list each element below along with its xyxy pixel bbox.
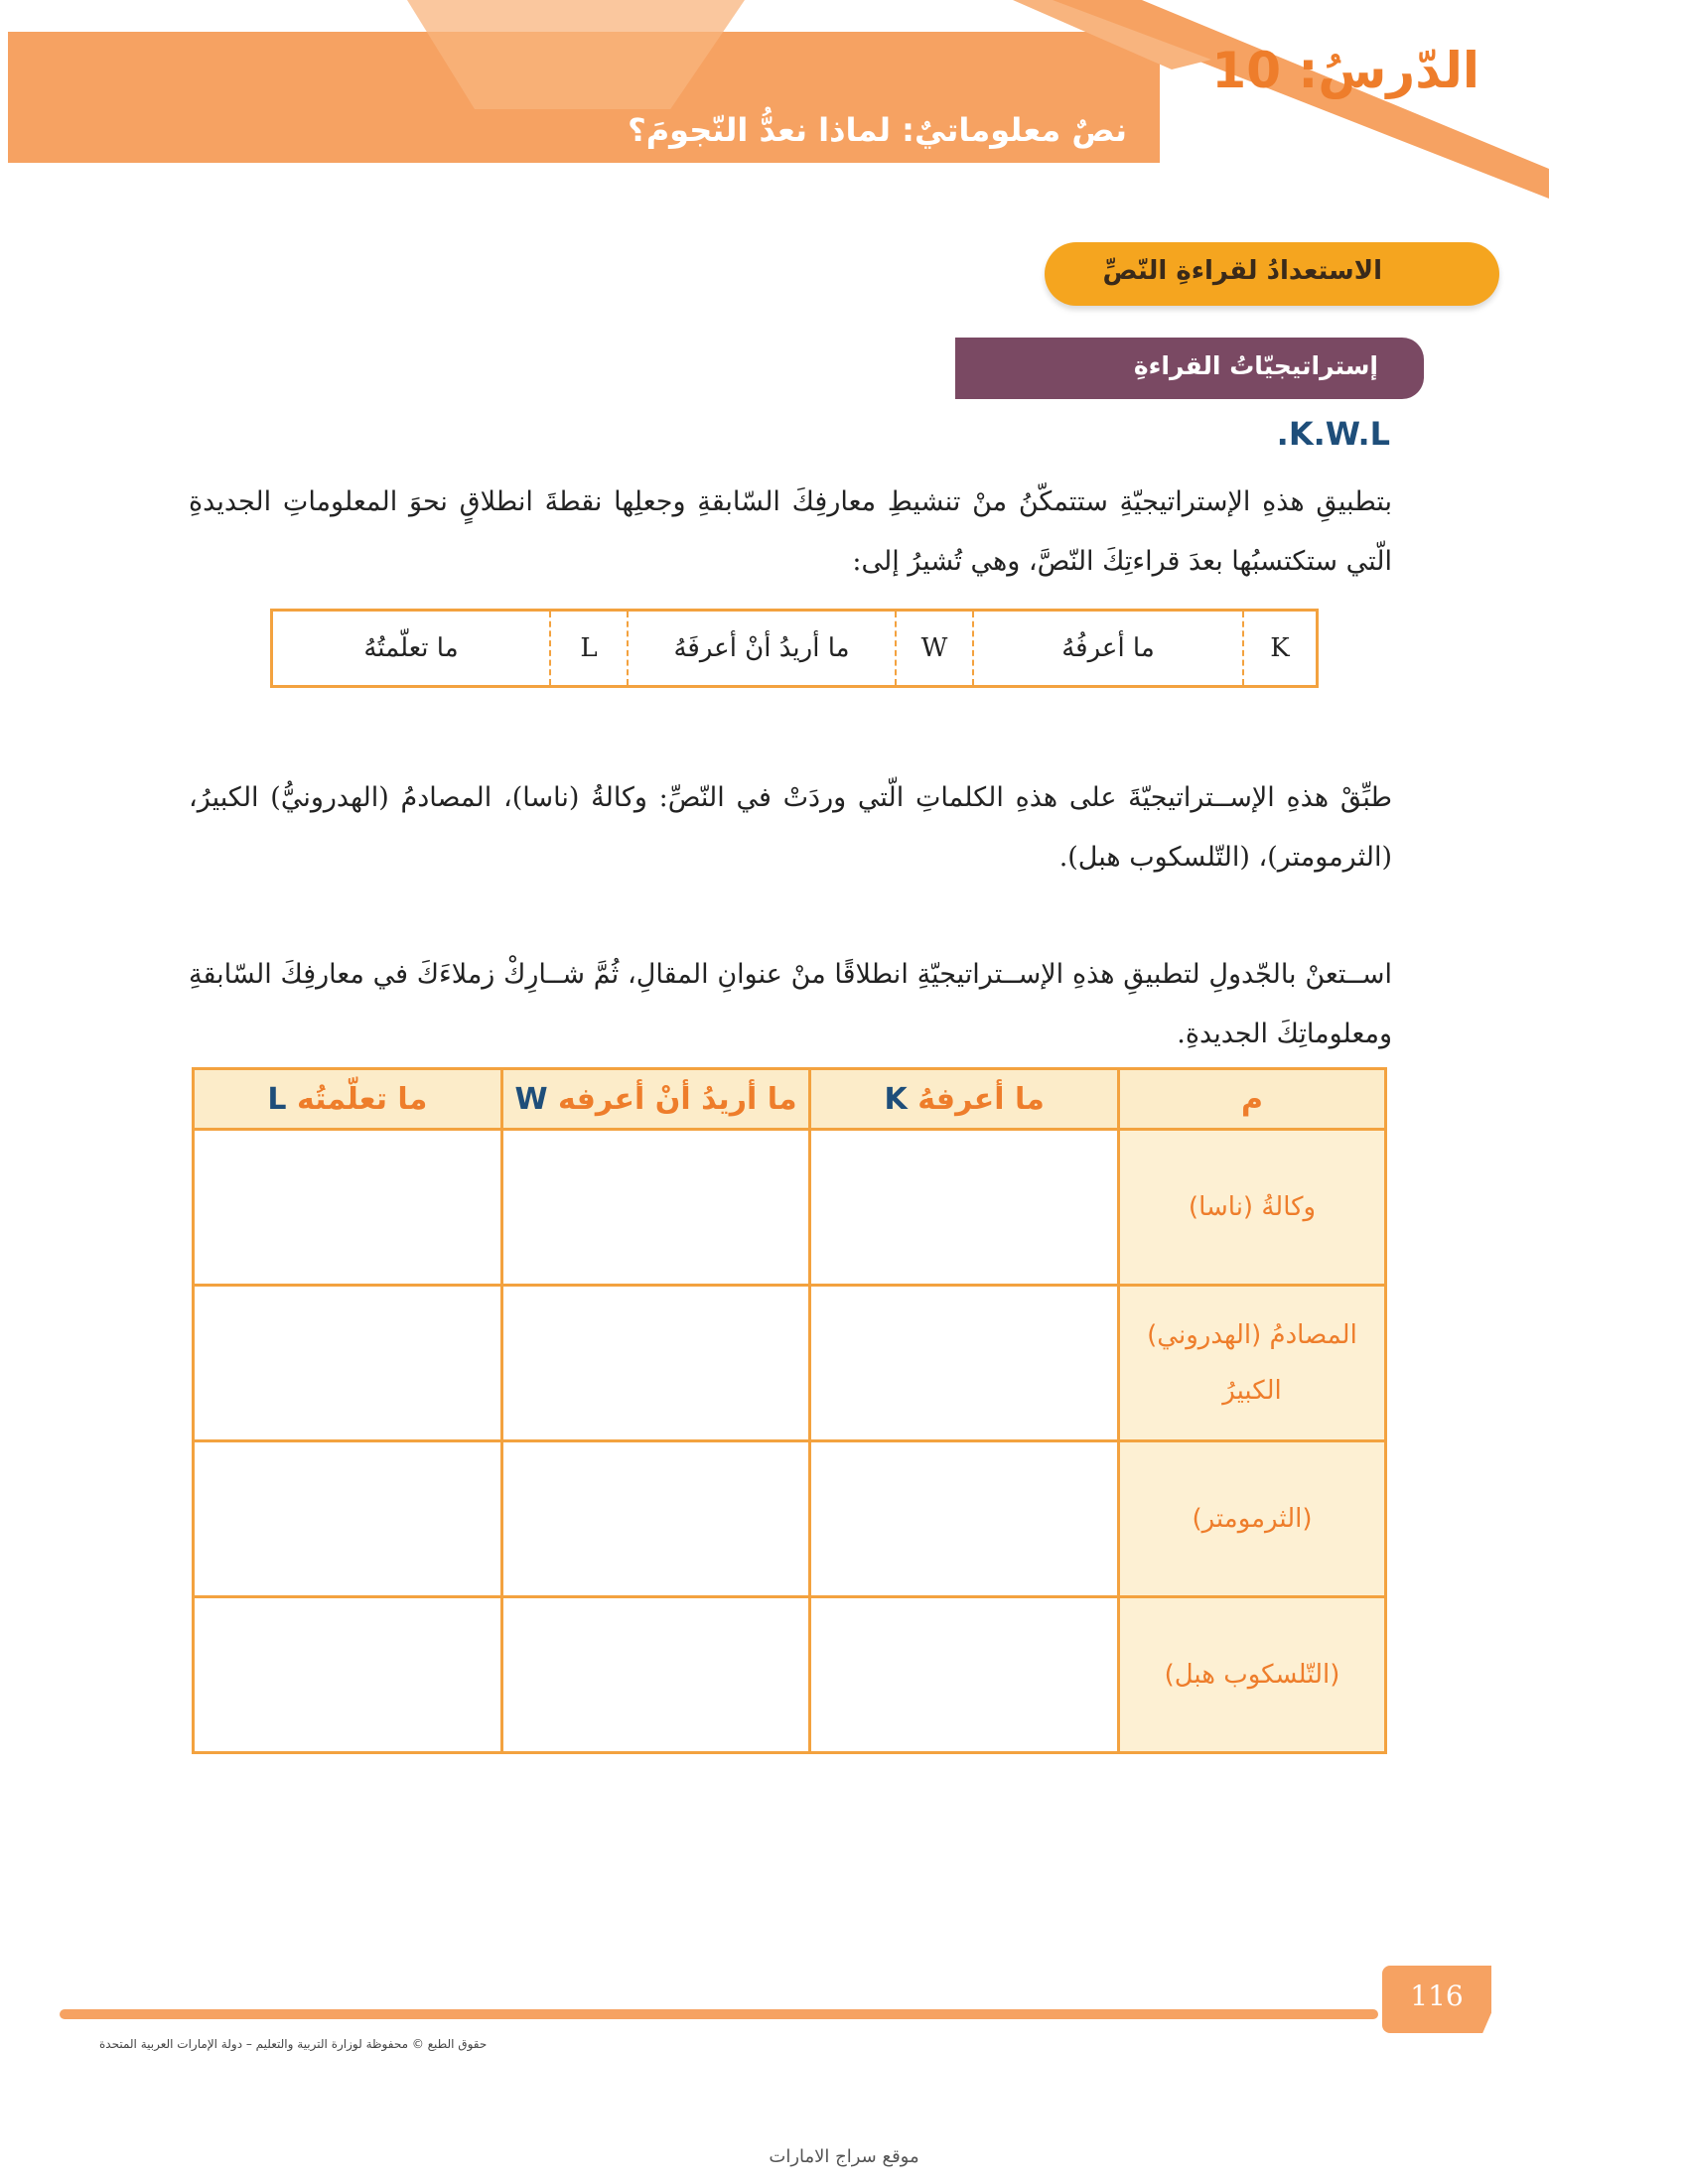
page-number: 116 xyxy=(1410,1979,1464,2012)
site-name: موقع سراج الامارات xyxy=(769,2146,919,2167)
kwl-legend xyxy=(270,609,1319,688)
cell-w-hubble[interactable] xyxy=(501,1597,810,1753)
header-w xyxy=(501,1069,810,1130)
section-strategies-label: إستراتيجيّاتُ القراءةِ xyxy=(1133,351,1378,380)
cell-w-collider[interactable] xyxy=(501,1286,810,1441)
table-row xyxy=(194,1441,1386,1597)
row-label-thermometer: (الثرمومتر) xyxy=(1119,1441,1386,1597)
table-row xyxy=(194,1286,1386,1441)
use-table-paragraph: اســتعنْ بالجّدولِ لتطبيقِ هذهِ الإســتراتيجيّةِ انطلاقًا منْ عنوانِ المقالِ، ثُمَّ شــارِكْ زملاءَكَ في معارفِكَ السّابقةِ ومعلوماتِكَ الجديدةِ. xyxy=(189,959,1392,1049)
cell-k-thermometer[interactable] xyxy=(810,1441,1119,1597)
header-k xyxy=(810,1069,1119,1130)
section-prep-pill xyxy=(1045,242,1499,306)
kwl-heading: .K.W.L xyxy=(1276,415,1390,453)
header-num: م xyxy=(1119,1069,1386,1130)
cell-l-collider[interactable] xyxy=(194,1286,502,1441)
apply-paragraph: طبِّقْ هذهِ الإســتراتيجيّةَ على هذهِ الكلماتِ الّتي وردَتْ في النّصِّ: وكالةُ (ناسا)، المصادمُ (الهدرونيُّ) الكبيرُ، (الثرمومتر)، (التّلسكوب هبل). xyxy=(189,782,1392,873)
legend-w-letter: W xyxy=(895,612,972,685)
header-swoosh xyxy=(1013,0,1549,199)
table-row xyxy=(194,1597,1386,1753)
cell-w-nasa[interactable] xyxy=(501,1130,810,1286)
section-prep-label: الاستعدادُ لقراءةِ النّصِّ xyxy=(1102,256,1382,286)
lesson-subtitle: نصٌ معلوماتيٌ: لماذا نعدُّ النّجومَ؟ xyxy=(628,111,1127,149)
legend-w-meaning: ما أريدُ أنْ أعرفَهُ xyxy=(627,612,895,685)
row-label-hubble: (التّلسكوب هبل) xyxy=(1119,1597,1386,1753)
legend-k-meaning: ما أعرفُهُ xyxy=(972,612,1242,685)
row-label-nasa: وكالةُ (ناسا) xyxy=(1119,1130,1386,1286)
legend-l-letter: L xyxy=(549,612,627,685)
footer-rule xyxy=(60,2009,1378,2019)
header-k-text: ما أعرفهُ xyxy=(917,1081,1045,1117)
table-row xyxy=(194,1130,1386,1286)
cell-l-thermometer[interactable] xyxy=(194,1441,502,1597)
cell-k-hubble[interactable] xyxy=(810,1597,1119,1753)
section-strategies-pill xyxy=(955,338,1424,399)
intro-paragraph: بتطبيقِ هذهِ الإستراتيجيّةِ ستتمكّنُ منْ تنشيطِ معارفِكَ السّابقةِ وجعلِها نقطةَ انطلاقٍ نحوَ المعلوماتِ الجديدةِ الّتي ستكتسبُها بعدَ قراءتِكَ النّصَّ، وهي تُشيرُ إلى: xyxy=(189,486,1392,577)
header-l-text: ما تعلّمتُه xyxy=(296,1081,428,1117)
table-header-row xyxy=(194,1069,1386,1130)
cell-l-hubble[interactable] xyxy=(194,1597,502,1753)
cell-l-nasa[interactable] xyxy=(194,1130,502,1286)
row-label-collider: المصادمُ (الهدروني) الكبيرُ xyxy=(1119,1286,1386,1441)
header-l-letter: L xyxy=(267,1081,287,1117)
cell-k-nasa[interactable] xyxy=(810,1130,1119,1286)
header-w-text: ما أريدُ أنْ أعرفه xyxy=(558,1081,797,1117)
copyright-notice: حقوق الطبع © محفوظة لوزارة التربية والتعليم – دولة الإمارات العربية المتحدة xyxy=(99,2037,488,2051)
legend-l-meaning: ما تعلّمتُهُ xyxy=(363,633,459,663)
cell-w-thermometer[interactable] xyxy=(501,1441,810,1597)
legend-k-letter: K xyxy=(1242,612,1316,685)
kwl-table xyxy=(192,1067,1387,1754)
header-k-letter: K xyxy=(884,1081,908,1117)
header-l xyxy=(194,1069,502,1130)
lesson-title: الدّرسُ: 10 xyxy=(1211,42,1479,99)
cell-k-collider[interactable] xyxy=(810,1286,1119,1441)
header-w-letter: W xyxy=(514,1081,548,1117)
